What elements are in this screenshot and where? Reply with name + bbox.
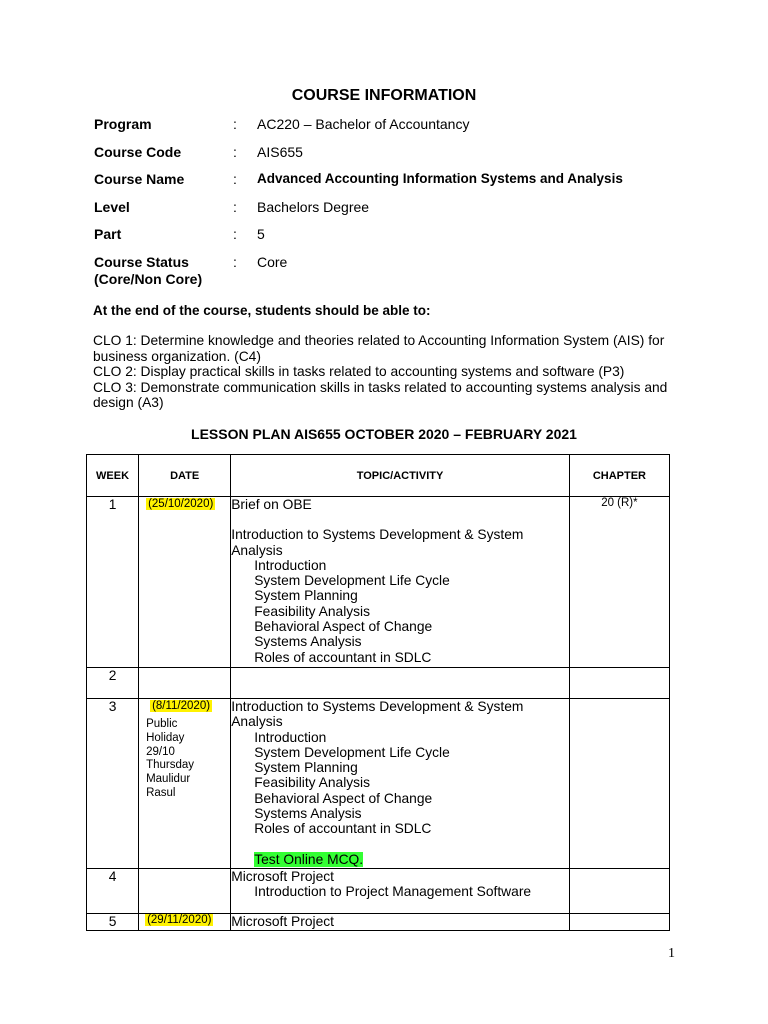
week-cell: 2 bbox=[87, 668, 139, 699]
colon: : bbox=[233, 198, 237, 215]
program-value: AC220 – Bachelor of Accountancy bbox=[257, 116, 470, 132]
course-status-label-line1: Course Status bbox=[94, 253, 189, 270]
header-date: DATE bbox=[139, 455, 231, 497]
table-row bbox=[87, 497, 670, 668]
course-name-label: Course Name bbox=[94, 171, 185, 187]
note-line: 29/10 bbox=[146, 745, 175, 758]
lesson-plan-title: LESSON PLAN AIS655 OCTOBER 2020 – FEBRUARY 2021 bbox=[191, 426, 577, 442]
course-info-block bbox=[94, 116, 694, 294]
subtopic: Introduction bbox=[254, 557, 327, 573]
note-line: Thursday bbox=[146, 759, 195, 772]
subtopic: Introduction bbox=[254, 729, 327, 745]
test-online-highlight: Test Online MCQ. bbox=[254, 851, 364, 867]
week-cell: 4 bbox=[87, 869, 139, 914]
date-highlight: (25/10/2020) bbox=[148, 498, 214, 510]
colon: : bbox=[233, 226, 237, 242]
subtopic: Behavioral Aspect of Change bbox=[254, 790, 433, 806]
part-row bbox=[94, 226, 694, 254]
clo-list bbox=[93, 333, 683, 411]
date-highlight: (29/11/2020) bbox=[147, 914, 212, 926]
course-status-row bbox=[94, 254, 694, 294]
topic-cell bbox=[231, 914, 570, 931]
level-label: Level bbox=[94, 198, 130, 215]
public-holiday-note bbox=[139, 718, 230, 801]
course-status-value: Core bbox=[257, 253, 288, 270]
subtopic: System Development Life Cycle bbox=[254, 744, 450, 760]
topic-intro: Introduction to Systems Development & System Analysis bbox=[231, 699, 524, 730]
topic-intro: Introduction to Systems Development & System Analysis bbox=[231, 527, 524, 558]
date-cell bbox=[139, 668, 231, 699]
course-name-value: Advanced Accounting Information Systems and Analysis bbox=[257, 171, 623, 186]
colon: : bbox=[233, 143, 237, 160]
clo-item: CLO 2: Display practical skills in tasks related to accounting systems and software (P3) bbox=[93, 364, 625, 379]
subtopic: Feasibility Analysis bbox=[254, 775, 371, 791]
outcomes-intro: At the end of the course, students should be able to: bbox=[93, 303, 431, 318]
clo-item: CLO 1: Determine knowledge and theories related to Accounting Information System (AIS) for business organization. (C4) bbox=[93, 333, 665, 364]
subtopic: Feasibility Analysis bbox=[254, 603, 371, 619]
colon: : bbox=[233, 253, 237, 270]
page-title: COURSE INFORMATION bbox=[291, 87, 477, 104]
table-row bbox=[87, 699, 670, 869]
subtopic: System Planning bbox=[254, 588, 358, 604]
topic-main: Microsoft Project bbox=[231, 914, 334, 929]
table-header-row bbox=[87, 455, 670, 497]
course-status-label bbox=[94, 254, 232, 288]
course-status-label-line2: (Core/Non Core) bbox=[94, 270, 203, 287]
program-label: Program bbox=[94, 116, 152, 132]
week-cell: 1 bbox=[87, 497, 139, 668]
subtopic: Systems Analysis bbox=[254, 634, 362, 650]
course-code-label: Course Code bbox=[94, 143, 182, 160]
chapter-cell: 20 (R)* bbox=[569, 497, 669, 668]
page-number: 1 bbox=[668, 946, 675, 961]
course-code-value: AIS655 bbox=[257, 143, 303, 160]
subtopic: Roles of accountant in SDLC bbox=[254, 821, 432, 837]
part-label: Part bbox=[94, 226, 122, 242]
level-value: Bachelors Degree bbox=[257, 198, 370, 215]
chapter-cell bbox=[569, 699, 669, 869]
date-cell bbox=[139, 914, 231, 931]
date-cell bbox=[139, 869, 231, 914]
header-week: WEEK bbox=[87, 455, 139, 497]
subtopic: System Planning bbox=[254, 760, 358, 776]
level-row bbox=[94, 199, 694, 227]
colon: : bbox=[233, 116, 237, 132]
topic-cell bbox=[231, 699, 570, 869]
table-row bbox=[87, 869, 670, 914]
header-topic: TOPIC/ACTIVITY bbox=[231, 455, 570, 497]
table-row bbox=[87, 668, 670, 699]
topic-cell bbox=[231, 668, 570, 699]
clo-item: CLO 3: Demonstrate communication skills in tasks related to accounting systems analysis and design (A3) bbox=[93, 379, 668, 410]
date-cell bbox=[139, 699, 231, 869]
part-value: 5 bbox=[257, 226, 265, 242]
course-code-row bbox=[94, 144, 694, 172]
note-line: Public bbox=[146, 718, 178, 730]
course-name-row bbox=[94, 171, 694, 199]
date-highlight: (8/11/2020) bbox=[152, 700, 211, 712]
week-cell: 3 bbox=[87, 699, 139, 869]
note-line: Holiday bbox=[146, 731, 185, 744]
note-line: Maulidur bbox=[146, 773, 191, 786]
chapter-cell bbox=[569, 668, 669, 699]
header-chapter: CHAPTER bbox=[569, 455, 669, 497]
lesson-plan-table bbox=[86, 454, 670, 931]
subtopic: Roles of accountant in SDLC bbox=[254, 649, 432, 665]
topic-main: Brief on OBE bbox=[231, 497, 312, 512]
date-cell bbox=[139, 497, 231, 668]
subtopic: System Development Life Cycle bbox=[254, 573, 450, 589]
chapter-cell bbox=[569, 869, 669, 914]
week-cell: 5 bbox=[87, 914, 139, 931]
subtopic: Behavioral Aspect of Change bbox=[254, 619, 433, 635]
topic-cell bbox=[231, 497, 570, 668]
table-row bbox=[87, 914, 670, 931]
topic-main: Microsoft Project bbox=[231, 869, 334, 884]
colon: : bbox=[233, 171, 237, 187]
subtopic: Introduction to Project Management Software bbox=[254, 884, 532, 900]
chapter-cell bbox=[569, 914, 669, 931]
note-line: Rasul bbox=[146, 786, 176, 799]
program-row bbox=[94, 116, 694, 144]
subtopic: Systems Analysis bbox=[254, 806, 362, 822]
topic-cell bbox=[231, 869, 570, 914]
